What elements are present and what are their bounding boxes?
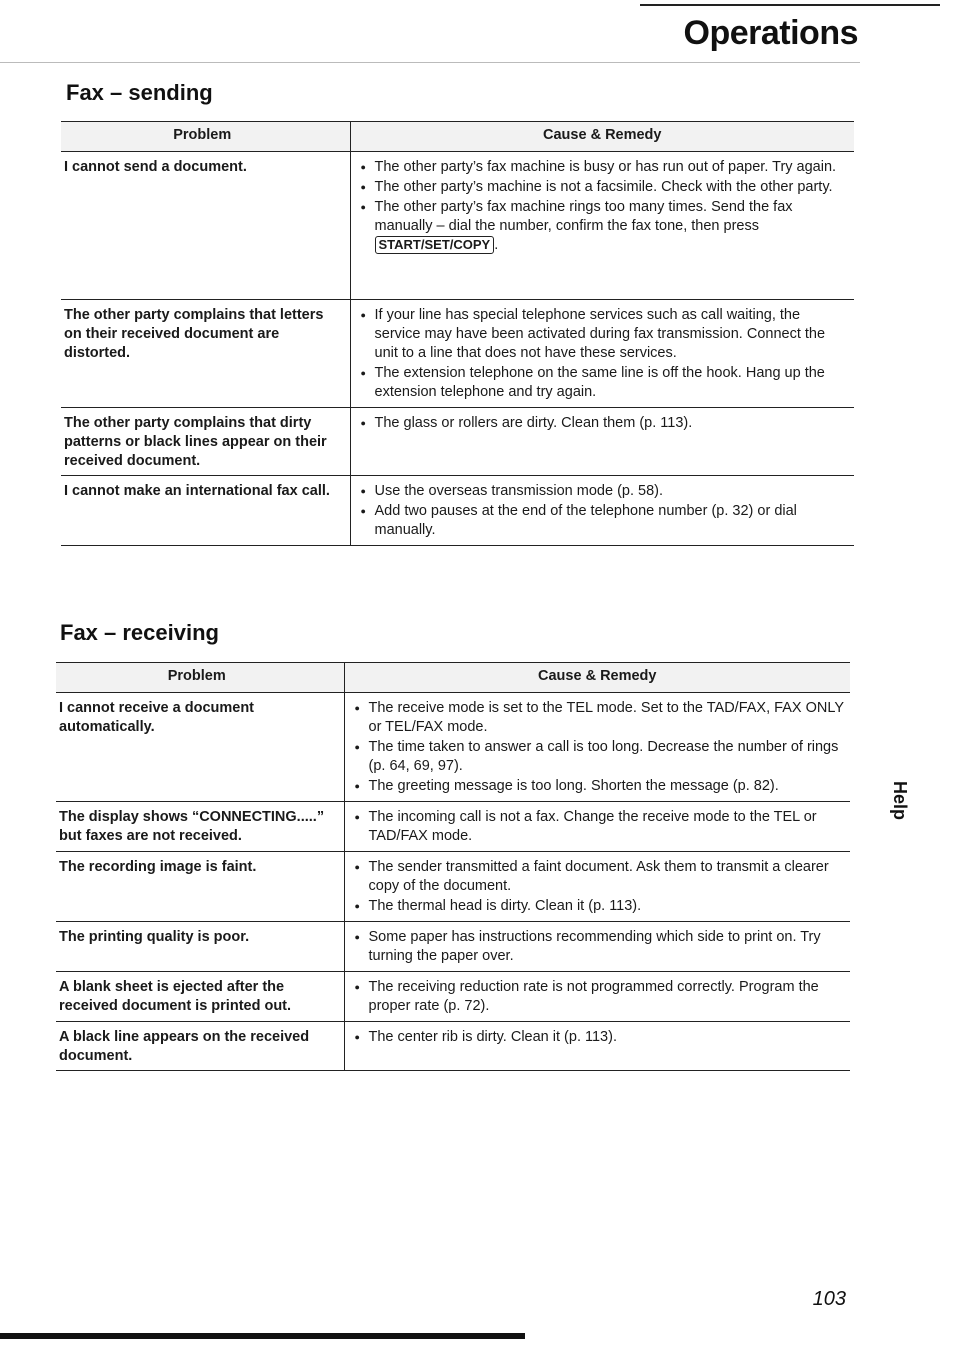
cause-cell: [344, 802, 850, 852]
header-underline: [0, 62, 860, 63]
column-header-cause-remedy: Cause & Remedy: [350, 122, 854, 152]
table-row: [61, 300, 854, 408]
cause-item: ● The glass or rollers are dirty. Clean them (p. 113).: [361, 414, 849, 433]
help-side-tab: [880, 740, 920, 860]
cause-cell: [350, 408, 854, 476]
section-title-fax-receiving: Fax – receiving: [60, 620, 219, 645]
table-row: [61, 476, 854, 546]
cause-cell: [344, 852, 850, 922]
section-title-fax-sending: Fax – sending: [66, 80, 213, 105]
table-row: [56, 852, 850, 922]
cause-item: ● The receive mode is set to the TEL mode. Set to the TAD/FAX, FAX ONLY or TEL/FAX mode.: [355, 699, 845, 737]
fax-receiving-table: [56, 662, 850, 1071]
table-row: [61, 408, 854, 476]
table-row: [56, 802, 850, 852]
cause-item: ● Use the overseas transmission mode (p. 58).: [361, 482, 849, 501]
cause-cell: [344, 693, 850, 802]
cause-item: ● Add two pauses at the end of the telephone number (p. 32) or dial manually.: [361, 502, 849, 540]
table-header-row: [56, 663, 850, 693]
problem-cell: The other party complains that letters on their received document are distorted.: [61, 300, 350, 408]
cause-item: ● The receiving reduction rate is not programmed correctly. Program the proper rate (p. 72).: [355, 978, 845, 1016]
cause-item-text: The other party’s fax machine rings too many times. Send the fax manually – dial the number, confirm the fax tone, then press: [374, 199, 793, 234]
cause-item: ● The sender transmitted a faint document. Ask them to transmit a clearer copy of the document.: [355, 858, 845, 896]
cause-item: ● The other party’s fax machine is busy or has run out of paper. Try again.: [361, 158, 849, 177]
footer-rule: [0, 1333, 525, 1339]
column-header-problem: Problem: [56, 663, 344, 693]
column-header-cause-remedy: Cause & Remedy: [344, 663, 850, 693]
problem-cell: I cannot send a document.: [61, 152, 350, 300]
problem-cell: The other party complains that dirty patterns or black lines appear on their received document.: [61, 408, 350, 476]
column-header-problem: Problem: [61, 122, 350, 152]
cause-item: ● The time taken to answer a call is too long. Decrease the number of rings (p. 64, 69, 97).: [355, 738, 845, 776]
cause-cell: [344, 1022, 850, 1071]
cause-cell: [350, 152, 854, 300]
cause-item: ● The thermal head is dirty. Clean it (p. 113).: [355, 897, 845, 916]
page-header-title: Operations: [683, 14, 858, 52]
cause-item: ● Some paper has instructions recommending which side to print on. Try turning the paper over.: [355, 928, 845, 966]
table-header-row: [61, 122, 854, 152]
table-row: [61, 152, 854, 300]
cause-item: ● The incoming call is not a fax. Change the receive mode to the TEL or TAD/FAX mode.: [355, 808, 845, 846]
cause-item: ● The greeting message is too long. Shorten the message (p. 82).: [355, 777, 845, 796]
problem-cell: I cannot make an international fax call.: [61, 476, 350, 546]
fax-sending-table: [61, 121, 854, 546]
cause-cell: [350, 300, 854, 408]
cause-item: ● The other party’s fax machine rings too many times. Send the fax manually – dial the number, confirm the fax tone, then press START/SET/COPY .: [361, 198, 849, 255]
cause-item: ● The other party’s machine is not a facsimile. Check with the other party.: [361, 178, 849, 197]
problem-cell: I cannot receive a document automatically.: [56, 693, 344, 802]
table-row: [56, 922, 850, 972]
start-set-copy-key: START/SET/COPY: [375, 236, 495, 254]
page-number: 103: [812, 1288, 846, 1310]
problem-cell: A blank sheet is ejected after the received document is printed out.: [56, 972, 344, 1022]
cause-item: ● The extension telephone on the same line is off the hook. Hang up the extension telephone and try again.: [361, 364, 849, 402]
help-side-tab-label: Help: [890, 780, 911, 820]
problem-cell: The recording image is faint.: [56, 852, 344, 922]
problem-cell: The display shows “CONNECTING.....” but faxes are not received.: [56, 802, 344, 852]
cause-cell: [350, 476, 854, 546]
cause-cell: [344, 972, 850, 1022]
table-row: [56, 1022, 850, 1071]
table-row: [56, 693, 850, 802]
problem-cell: The printing quality is poor.: [56, 922, 344, 972]
cause-item: ● If your line has special telephone services such as call waiting, the service may have been activated during fax transmission. Connect the unit to a line that does not have these services.: [361, 306, 849, 363]
table-row: [56, 972, 850, 1022]
header-top-rule: [640, 4, 940, 6]
cause-item: ● The center rib is dirty. Clean it (p. 113).: [355, 1028, 845, 1047]
cause-cell: [344, 922, 850, 972]
problem-cell: A black line appears on the received document.: [56, 1022, 344, 1071]
